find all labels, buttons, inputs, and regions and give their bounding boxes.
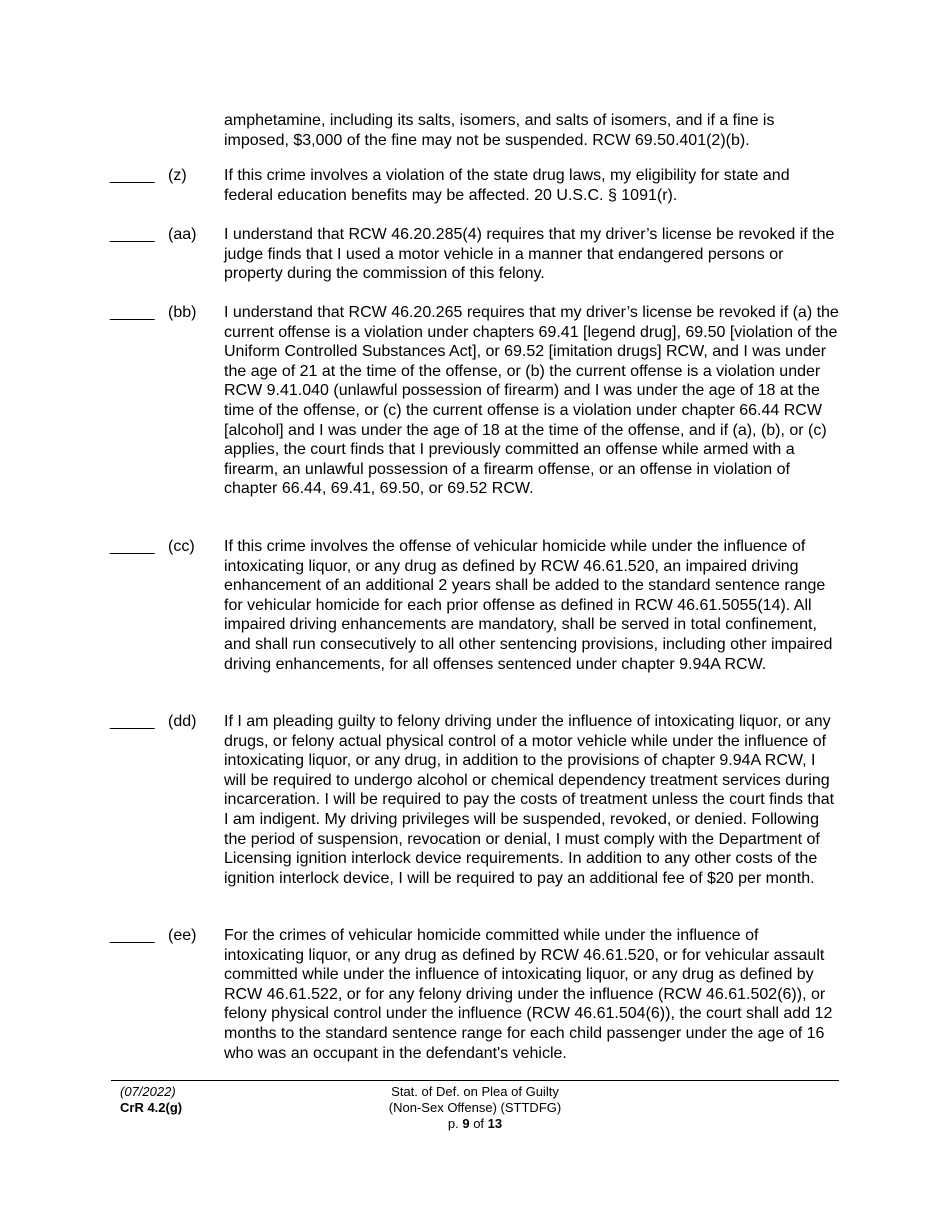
initial-blank[interactable]: _____ <box>110 927 155 944</box>
footer-divider <box>111 1080 839 1081</box>
item-label: (bb) <box>168 304 197 321</box>
item-text: For the crimes of vehicular homicide committed while under the influence of intoxicating liquor, or any drug as defined by RCW 46.61.520, or for vehicular assault committed while under the influence of intoxicating liquor, or any drug as defined by RCW 46.61.522, or for any felony driving under the influence (RCW 46.61.502(6)), or felony physical control under the influence (RCW 46.61.504(6)), the court shall add 12 months to the standard sentence range for each child passenger under the age of 16 who was an occupant in the defendant's vehicle. <box>224 927 833 1062</box>
initial-blank[interactable]: _____ <box>110 538 155 555</box>
footer-center <box>325 1084 625 1132</box>
item-text: If this crime involves a violation of the state drug laws, my eligibility for state and federal education benefits may be affected. 20 U.S.C. § 1091(r). <box>224 167 790 204</box>
footer-left <box>120 1084 182 1116</box>
court-rule: CrR 4.2(g) <box>120 1100 183 1115</box>
page-number: 9 <box>462 1116 470 1131</box>
continuation-paragraph: amphetamine, including its salts, isomers, and salts of isomers, and if a fine is imposed, $3,000 of the fine may not be suspended. RCW 69.50.401(2)(b). <box>224 112 775 149</box>
page-of: of <box>473 1116 485 1131</box>
item-label: (cc) <box>168 538 195 555</box>
revision-date: (07/2022) <box>120 1084 176 1099</box>
initial-blank[interactable]: _____ <box>110 167 155 184</box>
initial-blank[interactable]: _____ <box>110 304 155 321</box>
item-text: I understand that RCW 46.20.265 requires that my driver’s license be revoked if (a) the current offense is a violation under chapters 69.41 [legend drug], 69.50 [violation of the Uniform Controlled Substances Act], or 69.52 [imitation drugs] RCW, and I was under the age of 21 at the time of the offense, or (b) the current offense is a violation under RCW 9.41.040 (unlawful possession of firearm) and I was under the age of 18 at the time of the offense, or (c) the current offense is a violation under chapter 66.44 RCW [alcohol] and I was under the age of 18 at the time of the offense, and if (a), (b), or (c) applies, the court finds that I previously committed an offense while armed with a firearm, an unlawful possession of a firearm offense, or an offense in violation of chapter 66.44, 69.41, 69.50, or 69.52 RCW. <box>224 304 839 498</box>
item-text: I understand that RCW 46.20.285(4) requires that my driver’s license be revoked if the judge finds that I used a motor vehicle in a manner that endangered persons or property during the commission of this felony. <box>224 226 835 283</box>
page-indicator <box>325 1116 625 1132</box>
item-text: If I am pleading guilty to felony driving under the influence of intoxicating liquor, or any drugs, or felony actual physical control of a motor vehicle while under the influence of intoxicating liquor, or any drug, in addition to the provisions of chapter 9.94A RCW, I will be required to undergo alcohol or chemical dependency treatment services during incarceration. I will be required to pay the costs of treatment unless the court finds that I am indigent. My driving privileges will be suspended, revoked, or denied. Following the period of suspension, revocation or denial, I must comply with the Department of Licensing ignition interlock device requirements. In addition to any other costs of the ignition interlock device, I will be required to pay an additional fee of $20 per month. <box>224 713 835 887</box>
item-label: (aa) <box>168 226 197 243</box>
page-total: 13 <box>487 1116 503 1131</box>
item-text: If this crime involves the offense of vehicular homicide while under the influence of intoxicating liquor, or any drug as defined by RCW 46.61.520, an impaired driving enhancement of an additional 2 years shall be added to the standard sentence range for vehicular homicide for each prior offense as defined in RCW 46.61.5055(14). All impaired driving enhancements are mandatory, shall be served in total confinement, and shall run consecutively to all other sentencing provisions, including other impaired driving enhancements, for all offenses sentenced under chapter 9.94A RCW. <box>224 538 833 673</box>
form-title-line1: Stat. of Def. on Plea of Guilty <box>391 1084 559 1099</box>
initial-blank[interactable]: _____ <box>110 713 155 730</box>
item-label: (ee) <box>168 927 197 944</box>
initial-blank[interactable]: _____ <box>110 226 155 243</box>
item-label: (z) <box>168 167 187 184</box>
page-prefix: p. <box>447 1116 459 1131</box>
form-title-line2: (Non-Sex Offense) (STTDFG) <box>388 1100 562 1115</box>
item-label: (dd) <box>168 713 197 730</box>
